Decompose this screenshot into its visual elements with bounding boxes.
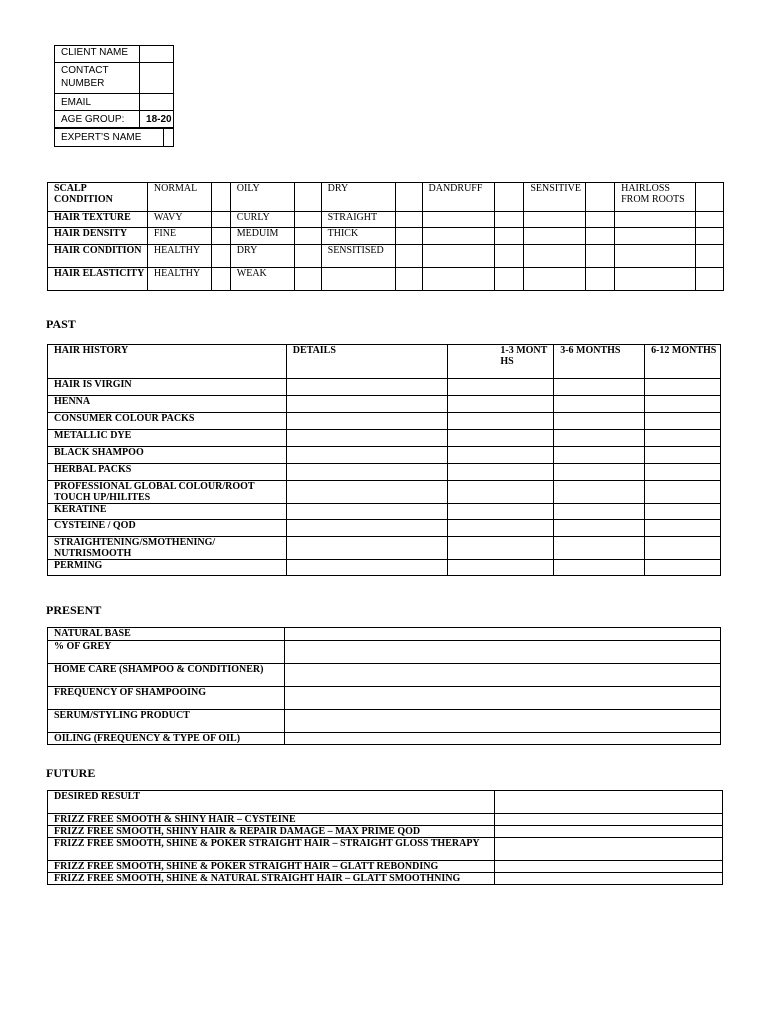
option-check[interactable] — [495, 268, 524, 291]
table-row — [48, 464, 721, 481]
option-check[interactable] — [495, 245, 524, 268]
table-row — [48, 379, 721, 396]
option-check[interactable] — [395, 268, 422, 291]
present-label: % OF GREY — [48, 641, 285, 664]
client-info-table — [54, 45, 174, 128]
future-label: FRIZZ FREE SMOOTH, SHINE & POKER STRAIGHT HAIR – GLATT REBONDING — [48, 861, 495, 873]
table-row — [48, 814, 723, 826]
cell-1-3[interactable] — [448, 464, 554, 481]
option-label: SENSITISED — [321, 245, 395, 268]
option-label — [422, 245, 495, 268]
present-value[interactable] — [284, 641, 720, 664]
option-check[interactable] — [294, 268, 321, 291]
details-cell[interactable] — [286, 396, 448, 413]
present-value[interactable] — [284, 687, 720, 710]
option-label: FINE — [147, 228, 211, 245]
option-check[interactable] — [211, 228, 230, 245]
details-cell[interactable] — [286, 560, 448, 576]
present-label: HOME CARE (SHAMPOO & CONDITIONER) — [48, 664, 285, 687]
cell-6-12[interactable] — [645, 464, 721, 481]
history-label: METALLIC DYE — [48, 430, 287, 447]
option-label: DRY — [230, 245, 294, 268]
details-cell[interactable] — [286, 430, 448, 447]
future-label: FRIZZ FREE SMOOTH & SHINY HAIR – CYSTEINE — [48, 814, 495, 826]
history-label: PROFESSIONAL GLOBAL COLOUR/ROOT TOUCH UP/HILITES — [48, 481, 287, 504]
cell-1-3[interactable] — [448, 447, 554, 464]
cell-3-6[interactable] — [554, 447, 645, 464]
past-header-row — [48, 345, 721, 379]
option-label: MEDUIM — [230, 228, 294, 245]
email-label: EMAIL — [55, 94, 140, 111]
table-row — [48, 826, 723, 838]
cell-6-12[interactable] — [645, 413, 721, 430]
cell-3-6[interactable] — [554, 537, 645, 560]
present-value[interactable] — [284, 733, 720, 745]
option-label — [615, 212, 696, 228]
row-label: HAIR TEXTURE — [48, 212, 148, 228]
option-check[interactable] — [586, 245, 615, 268]
option-label — [615, 245, 696, 268]
option-label — [422, 212, 495, 228]
option-label: DRY — [321, 183, 395, 212]
option-label: SENSITIVE — [524, 183, 586, 212]
present-label: OILING (FREQUENCY & TYPE OF OIL) — [48, 733, 285, 745]
option-label: HEALTHY — [147, 268, 211, 291]
option-check[interactable] — [395, 245, 422, 268]
details-cell[interactable] — [286, 379, 448, 396]
table-row — [48, 520, 721, 537]
option-check[interactable] — [211, 245, 230, 268]
option-label — [615, 228, 696, 245]
past-heading: PAST — [46, 317, 76, 331]
future-value[interactable] — [494, 873, 722, 885]
cell-1-3[interactable] — [448, 413, 554, 430]
future-table — [47, 790, 723, 885]
details-cell[interactable] — [286, 504, 448, 520]
option-check[interactable] — [696, 268, 724, 291]
history-label: PERMING — [48, 560, 287, 576]
table-row — [48, 628, 721, 641]
table-row — [48, 838, 723, 861]
future-value[interactable] — [494, 861, 722, 873]
history-label: BLACK SHAMPOO — [48, 447, 287, 464]
cell-3-6[interactable] — [554, 396, 645, 413]
table-row — [48, 396, 721, 413]
past-history-table — [47, 344, 721, 576]
option-label — [422, 228, 495, 245]
details-cell[interactable] — [286, 481, 448, 504]
option-label: HAIRLOSS FROM ROOTS — [615, 183, 696, 212]
history-label: HAIR IS VIRGIN — [48, 379, 287, 396]
cell-6-12[interactable] — [645, 447, 721, 464]
row-label: SCALP CONDITION — [48, 183, 148, 212]
option-check[interactable] — [495, 212, 524, 228]
table-row — [48, 504, 721, 520]
cell-3-6[interactable] — [554, 464, 645, 481]
option-label: HEALTHY — [147, 245, 211, 268]
table-row — [48, 447, 721, 464]
cell-6-12[interactable] — [645, 430, 721, 447]
option-label: STRAIGHT — [321, 212, 395, 228]
cell-1-3[interactable] — [448, 430, 554, 447]
details-cell[interactable] — [286, 447, 448, 464]
option-check[interactable] — [586, 268, 615, 291]
history-label: HENNA — [48, 396, 287, 413]
cell-3-6[interactable] — [554, 379, 645, 396]
table-row — [48, 430, 721, 447]
option-check[interactable] — [586, 212, 615, 228]
cell-3-6[interactable] — [554, 430, 645, 447]
option-label — [422, 268, 495, 291]
option-check[interactable] — [211, 212, 230, 228]
history-label: HERBAL PACKS — [48, 464, 287, 481]
row-label: HAIR CONDITION — [48, 245, 148, 268]
table-row — [48, 710, 721, 733]
present-label: SERUM/STYLING PRODUCT — [48, 710, 285, 733]
table-row — [48, 481, 721, 504]
details-cell[interactable] — [286, 464, 448, 481]
cell-6-12[interactable] — [645, 481, 721, 504]
history-label: STRAIGHTENING/SMOTHENING/ NUTRISMOOTH — [48, 537, 287, 560]
cell-3-6[interactable] — [554, 520, 645, 537]
present-table — [47, 627, 721, 745]
expert-name-field[interactable] — [164, 129, 174, 147]
option-check[interactable] — [395, 212, 422, 228]
option-label — [524, 245, 586, 268]
contact-number-label: CONTACT NUMBER — [55, 63, 140, 94]
scalp-hair-table — [47, 182, 724, 291]
cell-6-12[interactable] — [645, 560, 721, 576]
option-check[interactable] — [696, 245, 724, 268]
future-label: FRIZZ FREE SMOOTH, SHINE & NATURAL STRAIGHT HAIR – GLATT SMOOTHNING — [48, 873, 495, 885]
option-check[interactable] — [696, 228, 724, 245]
option-label — [321, 268, 395, 291]
future-label: DESIRED RESULT — [48, 791, 495, 814]
option-check[interactable] — [294, 183, 321, 212]
option-check[interactable] — [696, 212, 724, 228]
option-label: WEAK — [230, 268, 294, 291]
option-check[interactable] — [586, 183, 615, 212]
option-label: NORMAL — [147, 183, 211, 212]
details-cell[interactable] — [286, 537, 448, 560]
option-label — [524, 228, 586, 245]
future-value[interactable] — [494, 791, 722, 814]
age-group-value[interactable]: 18-20 — [140, 111, 174, 128]
option-check[interactable] — [395, 228, 422, 245]
table-row — [48, 413, 721, 430]
details-cell[interactable] — [286, 520, 448, 537]
option-check[interactable] — [586, 228, 615, 245]
cell-3-6[interactable] — [554, 504, 645, 520]
option-label: DANDRUFF — [422, 183, 495, 212]
option-label: OILY — [230, 183, 294, 212]
history-label: CONSUMER COLOUR PACKS — [48, 413, 287, 430]
expert-name-label: EXPERT’S NAME — [55, 129, 164, 147]
details-cell[interactable] — [286, 413, 448, 430]
table-row — [48, 560, 721, 576]
months-3-6-header: 3-6 MONTHS — [554, 345, 645, 379]
cell-1-3[interactable] — [448, 379, 554, 396]
cell-3-6[interactable] — [554, 560, 645, 576]
row-label: HAIR ELASTICITY — [48, 268, 148, 291]
option-check[interactable] — [211, 268, 230, 291]
present-label: FREQUENCY OF SHAMPOOING — [48, 687, 285, 710]
history-label: KERATINE — [48, 504, 287, 520]
table-row — [48, 733, 721, 745]
option-label: CURLY — [230, 212, 294, 228]
client-name-label: CLIENT NAME — [55, 46, 140, 63]
option-label — [524, 212, 586, 228]
details-header: DETAILS — [286, 345, 448, 379]
option-check[interactable] — [395, 183, 422, 212]
present-value[interactable] — [284, 628, 720, 641]
client-name-field[interactable] — [140, 46, 174, 63]
option-check[interactable] — [294, 228, 321, 245]
cell-6-12[interactable] — [645, 379, 721, 396]
option-check[interactable] — [696, 183, 724, 212]
option-check[interactable] — [294, 245, 321, 268]
future-value[interactable] — [494, 826, 722, 838]
option-label — [524, 268, 586, 291]
future-label: FRIZZ FREE SMOOTH, SHINE & POKER STRAIGHT HAIR – STRAIGHT GLOSS THERAPY — [48, 838, 495, 861]
table-row — [48, 861, 723, 873]
hair-density-row — [48, 228, 724, 245]
future-value[interactable] — [494, 814, 722, 826]
cell-3-6[interactable] — [554, 413, 645, 430]
hair-history-header: HAIR HISTORY — [48, 345, 287, 379]
email-field[interactable] — [140, 94, 174, 111]
present-value[interactable] — [284, 710, 720, 733]
cell-1-3[interactable] — [448, 520, 554, 537]
row-label: HAIR DENSITY — [48, 228, 148, 245]
cell-1-3[interactable] — [448, 481, 554, 504]
cell-1-3[interactable] — [448, 504, 554, 520]
option-label — [615, 268, 696, 291]
option-check[interactable] — [495, 183, 524, 212]
present-heading: PRESENT — [46, 603, 102, 617]
present-value[interactable] — [284, 664, 720, 687]
months-6-12-header: 6-12 MONTHS — [645, 345, 721, 379]
hair-texture-row — [48, 212, 724, 228]
age-group-label: AGE GROUP: — [55, 111, 140, 128]
hair-condition-row — [48, 245, 724, 268]
option-check[interactable] — [211, 183, 230, 212]
cell-1-3[interactable] — [448, 560, 554, 576]
future-value[interactable] — [494, 838, 722, 861]
option-label: THICK — [321, 228, 395, 245]
expert-name-table — [54, 128, 174, 147]
contact-number-field[interactable] — [140, 63, 174, 94]
table-row — [48, 664, 721, 687]
table-row — [48, 873, 723, 885]
option-check[interactable] — [495, 228, 524, 245]
months-1-3-header: 1-3 MONTHS — [448, 345, 554, 379]
cell-1-3[interactable] — [448, 537, 554, 560]
table-row — [48, 791, 723, 814]
cell-3-6[interactable] — [554, 481, 645, 504]
cell-6-12[interactable] — [645, 396, 721, 413]
cell-6-12[interactable] — [645, 537, 721, 560]
table-row — [48, 537, 721, 560]
cell-6-12[interactable] — [645, 520, 721, 537]
scalp-condition-row — [48, 183, 724, 212]
table-row — [48, 641, 721, 664]
table-row — [48, 687, 721, 710]
future-heading: FUTURE — [46, 766, 96, 780]
hair-elasticity-row — [48, 268, 724, 291]
cell-6-12[interactable] — [645, 504, 721, 520]
option-label: WAVY — [147, 212, 211, 228]
future-label: FRIZZ FREE SMOOTH, SHINY HAIR & REPAIR DAMAGE – MAX PRIME QOD — [48, 826, 495, 838]
cell-1-3[interactable] — [448, 396, 554, 413]
present-label: NATURAL BASE — [48, 628, 285, 641]
history-label: CYSTEINE / QOD — [48, 520, 287, 537]
option-check[interactable] — [294, 212, 321, 228]
